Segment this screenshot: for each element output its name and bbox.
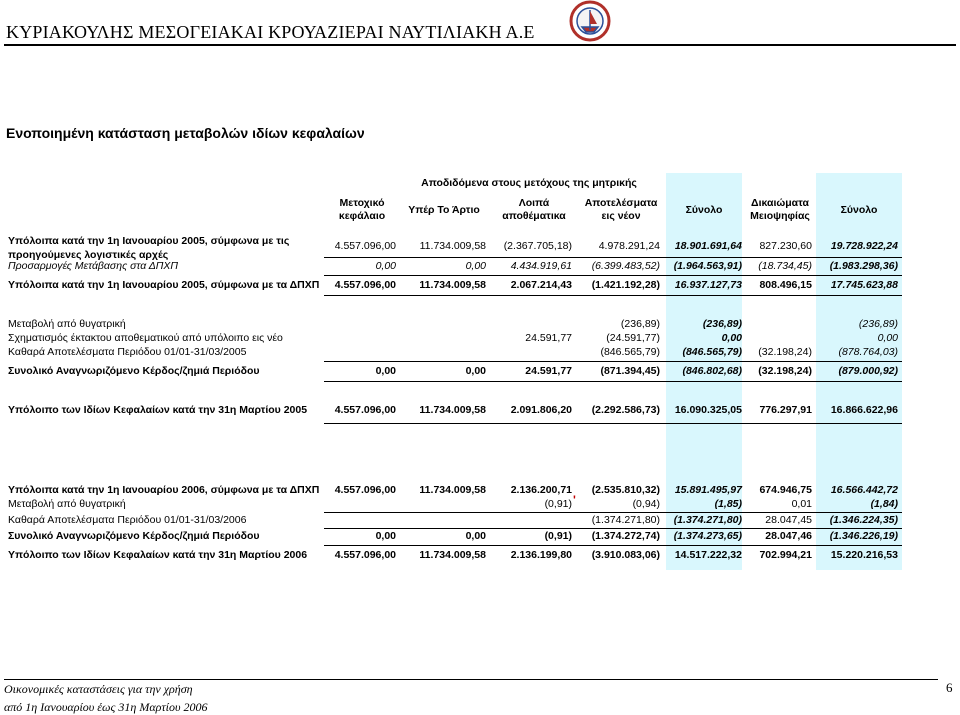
row-label: Συνολικό Αναγνωριζόμενο Κέρδος/ζημιά Περιόδου [8,365,260,377]
cell: (24.591,77) [606,332,660,344]
cell: 2.136.199,80 [510,549,572,561]
cell: 808.496,15 [759,279,812,291]
row-label: Υπόλοιπα κατά την 1η Ιανουαρίου 2005, σύμφωνα με τις [8,235,290,247]
col-header-share-premium: Υπέρ Το Άρτιο [408,204,480,216]
cell: 11.734.009,58 [419,404,486,416]
cell: (6.399.483,52) [591,260,660,272]
cell: 28.047,45 [765,514,812,526]
cell: (878.764,03) [838,346,898,358]
cell: 0,00 [721,332,742,344]
cell: 4.557.096,00 [334,549,396,561]
cell: 15.891.495,97 [674,484,742,496]
table-row [4,493,902,512]
cell: (1.374.271,80) [591,514,660,526]
col-header-share-capital: Μετοχικό κεφάλαιο [338,197,386,222]
cell: 11.734.009,58 [419,279,486,291]
row-divider [324,275,902,276]
cell: 0,00 [465,260,486,272]
row-label: Υπόλοιπο των Ιδίων Κεφαλαίων κατά την 31η Μαρτίου 2006 [8,549,308,561]
cell: 702.994,21 [759,549,812,561]
cell: (0,91) [544,530,572,542]
footer-line-1: Οικονομικές καταστάσεις για την χρήση [4,682,193,696]
row-label: Προσαρμογές Μετάβασης στα ΔΠΧΠ [8,260,178,272]
section-title: Ενοποιημένη κατάσταση μεταβολών ιδίων κεφαλαίων [6,125,365,141]
table-row [4,363,902,379]
cell: 4.434.919,61 [510,260,572,272]
cell: 827.230,60 [759,240,812,252]
row-label: Υπόλοιπο των Ιδίων Κεφαλαίων κατά την 31η Μαρτίου 2005 [8,404,308,416]
group-header: Αποδιδόμενα στους μετόχους της μητρικής [421,177,637,189]
cell: (1.346.226,19) [829,530,898,542]
cell: 24.591,77 [525,332,572,344]
cell: 28.047,46 [765,530,812,542]
cell: 4.978.291,24 [598,240,660,252]
cell: (18.734,45) [758,260,812,272]
cell: (0,91) [544,498,572,510]
cell: 11.734.009,58 [419,549,486,561]
col-header-grand-total: Σύνολο [840,204,878,216]
cell: (846.565,79) [600,346,660,358]
cell: (2.367.705,18) [503,240,572,252]
cell: 19.728.922,24 [830,240,898,252]
cell: (236,89) [858,318,898,330]
cell: (236,89) [702,318,742,330]
table-row [4,258,902,274]
cell: (879.000,92) [838,365,898,377]
row-divider [324,361,902,362]
company-title: ΚΥΡΙΑΚΟΥΛΗΣ ΜΕΣΟΓΕΙΑΚΑΙ ΚΡΟΥΑΖΙΕΡΑΙ ΝΑΥΤΙΛΙΑΚΗ Α.Ε [6,22,535,42]
cell: (2.535.810,32) [591,484,660,496]
cell: (1.421.192,28) [591,279,660,291]
cell: (1,85) [714,498,742,510]
table-row [4,528,902,544]
cell: 14.517.222,32 [674,549,742,561]
cell: 15.220.216,53 [830,549,898,561]
cell: (1,84) [870,498,898,510]
row-label: Καθαρά Αποτελέσματα Περιόδου 01/01-31/03/2005 [8,346,247,358]
row-label: Μεταβολή από θυγατρική [8,318,126,330]
cell: 0,00 [375,530,396,542]
cell: (1.374.271,80) [673,514,742,526]
cell: 16.937.127,73 [674,279,742,291]
cell: 24.591,77 [525,365,572,377]
page-number: 6 [946,680,953,695]
cell: (846.565,79) [682,346,742,358]
row-label: Υπόλοιπα κατά την 1η Ιανουαρίου 2005, σύμφωνα με τα ΔΠΧΠ [8,279,320,291]
cell: (1.983.298,36) [829,260,898,272]
row-label: Σχηματισμός έκτακτου αποθεματικού από υπόλοιπο εις νέο [8,332,283,344]
cell: (1.374.273,65) [673,530,742,542]
cell: (2.292.586,73) [591,404,660,416]
cell: 4.557.096,00 [334,404,396,416]
cell: (32.198,24) [758,346,812,358]
cell: 4.557.096,00 [334,484,396,496]
cell: 0,00 [375,260,396,272]
cell: 0,01 [791,498,812,510]
col-header-total: Σύνολο [685,204,723,216]
cell: (3.910.083,06) [591,549,660,561]
cell: (846.802,68) [682,365,742,377]
table-row [4,402,902,418]
cell: (1.346.224,35) [829,514,898,526]
cell: 17.745.623,88 [830,279,898,291]
cell: 0,00 [877,332,898,344]
row-label: Καθαρά Αποτελέσματα Περιόδου 01/01-31/03/2006 [8,514,247,526]
cell: (32.198,24) [758,365,812,377]
cell: 18.901.691,64 [674,240,742,252]
cell: 16.566.442,72 [830,484,898,496]
cell: 11.734.009,58 [419,484,486,496]
footer-line-2: από 1η Ιανουαρίου έως 31η Μαρτίου 2006 [4,700,208,714]
cell: (1.374.272,74) [591,530,660,542]
equity-changes-table [4,173,902,570]
cell: 0,00 [465,530,486,542]
company-logo-icon [566,0,614,42]
row-divider [324,545,902,546]
annotation-mark: ' [573,493,576,507]
col-header-minority-interest: Δικαιώματα Μειοψηφίας [750,197,810,222]
row-divider [324,381,902,382]
row-label: Μεταβολή από θυγατρική [8,498,126,510]
cell: (236,89) [620,318,660,330]
row-label: Υπόλοιπα κατά την 1η Ιανουαρίου 2006, σύμφωνα με τα ΔΠΧΠ [8,484,320,496]
cell: 4.557.096,00 [334,240,396,252]
table-row [4,512,902,528]
cell: 16.866.622,96 [830,404,898,416]
row-divider [324,423,902,424]
cell: (0,94) [632,498,660,510]
cell: 0,00 [375,365,396,377]
col-header-other-reserves: Λοιπά αποθέματικα [502,197,566,222]
col-header-retained-earnings: Αποτελέσματα εις νέον [584,197,658,222]
header-divider [4,44,956,46]
cell: 2.091.806,20 [510,404,572,416]
row-label-cont: προηγούμενες λογιστικές αρχές [8,249,169,261]
cell: 776.297,91 [759,404,812,416]
table-row [4,547,902,563]
row-divider [324,295,902,296]
table-row-values [4,238,902,254]
cell: 11.734.009,58 [419,240,486,252]
cell: 0,00 [465,365,486,377]
cell: (1.964.563,91) [673,260,742,272]
cell: (871.394,45) [600,365,660,377]
row-label: Συνολικό Αναγνωριζόμενο Κέρδος/ζημιά Περιόδου [8,530,260,542]
cell: 2.136.200,71 [510,484,572,496]
cell: 674.946,75 [759,484,812,496]
cell: 16.090.325,05 [674,404,742,416]
cell: 4.557.096,00 [334,279,396,291]
table-row [4,277,902,293]
footer-divider [4,679,938,680]
cell: 2.067.214,43 [510,279,572,291]
table-row [4,344,902,360]
